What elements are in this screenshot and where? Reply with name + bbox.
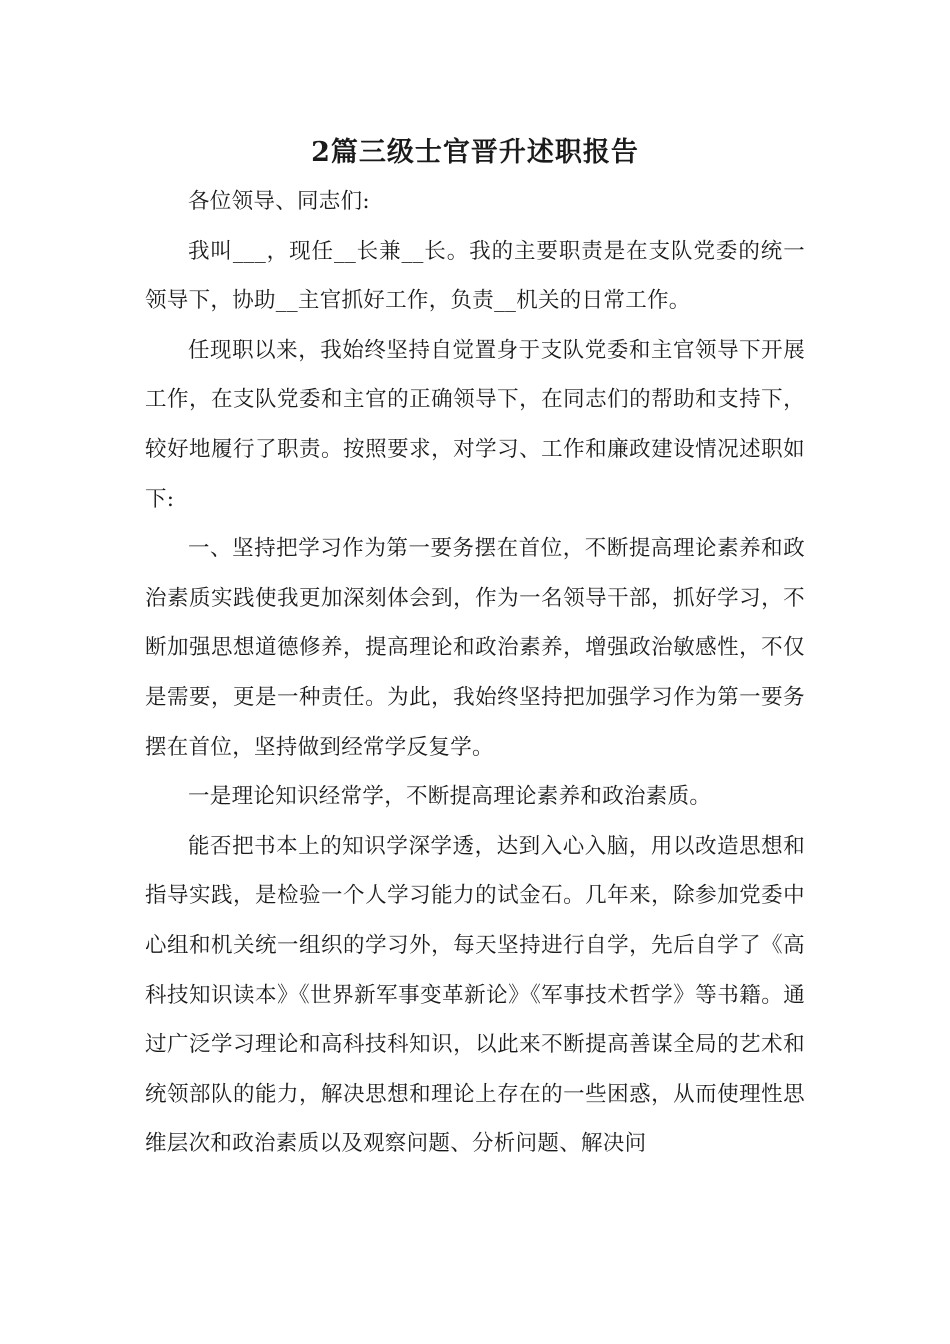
paragraph-introduction: 我叫___，现任__长兼__长。我的主要职责是在支队党委的统一领导下，协助__主官抓好工作，负责__机关的日常工作。: [145, 238, 805, 314]
paragraph-overview: 任现职以来，我始终坚持自觉置身于支队党委和主官领导下开展工作，在支队党委和主官的正确领导下，在同志们的帮助和支持下，较好地履行了职责。按照要求，对学习、工作和廉政建设情况述职如下:: [145, 337, 805, 512]
paragraph-section-one: 一、坚持把学习作为第一要务摆在首位，不断提高理论素养和政治素质实践使我更加深刻体会到，作为一名领导干部，抓好学习，不断加强思想道德修养，提高理论和政治素养，增强政治敏感性，不仅是需要，更是一种责任。为此，我始终坚持把加强学习作为第一要务摆在首位，坚持做到经常学反复学。: [145, 536, 805, 760]
paragraph-salutation: 各位领导、同志们:: [188, 189, 370, 214]
document-body: [145, 177, 805, 1169]
paragraph-study-details: 能否把书本上的知识学深学透，达到入心入脑，用以改造思想和指导实践，是检验一个人学习能力的试金石。几年来，除参加党委中心组和机关统一组织的学习外，每天坚持进行自学，先后自学了《高科技知识读本》《世界新军事变革新论》《军事技术哲学》等书籍。通过广泛学习理论和高科技科知识，以此来不断提高善谋全局的艺术和统领部队的能力，解决思想和理论上存在的一些困惑，从而使理性思维层次和政治素质以及观察问题、分析问题、解决问: [145, 833, 805, 1157]
document-title: 2篇三级士官晋升述职报告: [311, 137, 639, 168]
paragraph-point-one: 一是理论知识经常学，不断提高理论素养和政治素质。: [188, 784, 712, 810]
